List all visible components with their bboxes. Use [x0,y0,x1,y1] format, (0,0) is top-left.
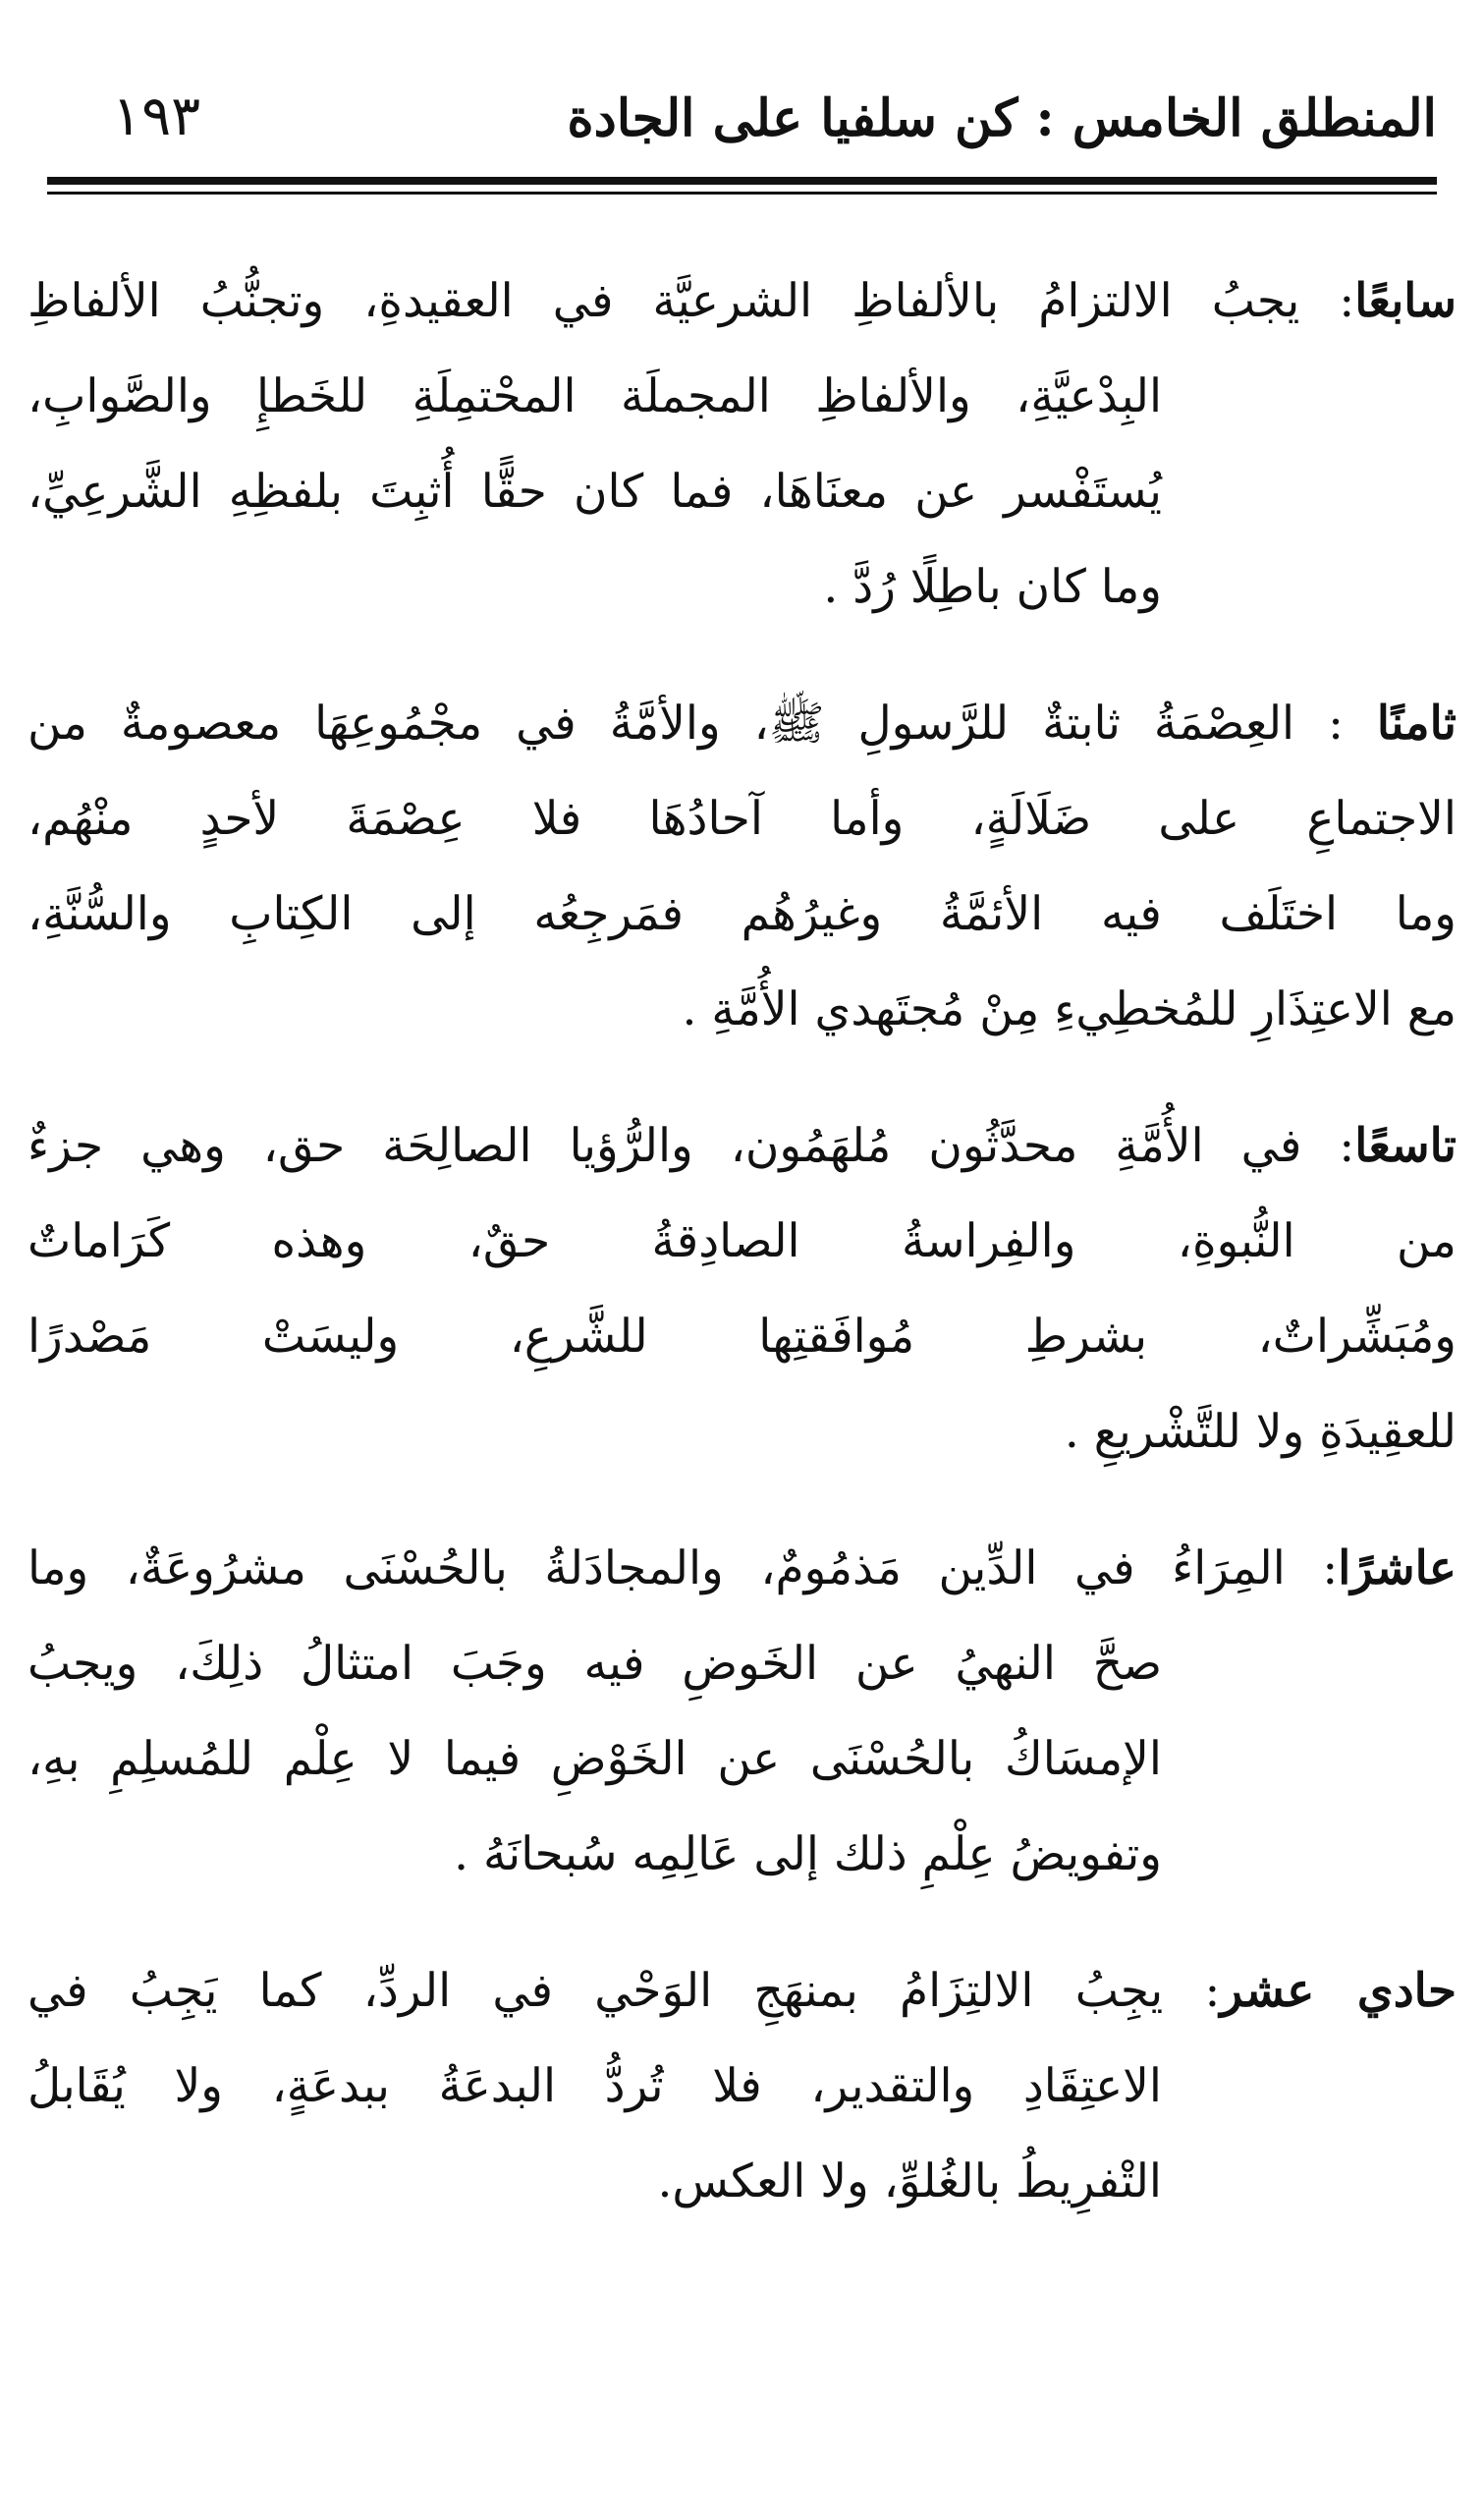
point-text: يجِبُ الالتِزَامُ بمنهَجِ الوَحْي في الردِّ، كما يَجِبُ في [27,1964,1164,2018]
point-line: من النُّبوةِ، والفِراسةُ الصادِقةُ حقٌ، وهذه كَرَاماتٌ [27,1214,1457,1268]
running-title: المنطلق الخامس : كن سلفيا على الجادة [567,88,1437,148]
header-rule-thin [47,192,1437,195]
point-label: سابعًا [1354,274,1457,328]
point-line: الاجتماعِ على ضَلَالَةٍ، وأما آحادُهَا فلا عِصْمَةَ لأحدٍ منْهُم، [27,792,1457,846]
point-first-line [27,1098,1457,1194]
header-rule-thick [47,177,1437,185]
point-ninth [27,1098,1457,1480]
point-line: مع الاعتِذَارِ للمُخطِيءِ مِنْ مُجتَهدي الأُمَّةِ . [682,982,1457,1036]
point-separator: : [1328,697,1344,751]
point-line: الاعتِقَادِ والتقدير، فلا تُردُّ البدعَةُ ببدعَةٍ، ولا يُقَابلُ [27,2059,1162,2113]
point-line: وتفويضُ عِلْمِ ذلك إلى عَالِمِه سُبحانَهُ . [454,1827,1162,1881]
point-text: يجبُ الالتزامُ بالألفاظِ الشرعيَّة في العقيدةِ، وتجنُّبُ الألفاظِ [27,274,1300,328]
point-label: ثامنًا [1376,697,1457,751]
point-label: تاسعًا [1354,1119,1457,1173]
point-first-line [27,253,1457,349]
point-tenth [27,1521,1457,1902]
point-first-line [27,1521,1457,1616]
point-first-line [27,1943,1457,2039]
point-line: صحَّ النهيُ عن الخَوضِ فيه وجَبَ امتثالُ ذلِكَ، ويجبُ [27,1637,1162,1691]
point-first-line [27,676,1457,771]
page-header [47,77,1437,165]
point-line: وما اختَلَف فيه الأئمَّةُ وغيرُهُم فمَرجِعُه إلى الكِتابِ والسُّنَّةِ، [27,887,1457,941]
point-separator: : [1339,274,1355,328]
point-text: في الأُمَّةِ محدَّثُون مُلهَمُون، والرُّؤيا الصالِحَة حق، وهي جزءٌ [27,1119,1302,1173]
point-line: ومُبَشِّراتٌ، بشرطِ مُوافَقتِها للشَّرعِ، وليسَتْ مَصْدرًا [27,1310,1457,1364]
page-number: ١٩٣ [112,84,201,148]
point-line: وما كان باطِلًا رُدَّ . [823,560,1162,614]
point-label: عاشرًا [1338,1541,1457,1595]
point-line: يُستَفْسر عن معنَاهَا، فما كان حقًّا أُثبِتَ بلفظِهِ الشَّرعِيِّ، [27,465,1162,519]
point-seventh [27,253,1457,635]
point-separator: : [1204,1964,1221,2018]
body-text [27,253,1457,2270]
point-text: المِرَاءُ في الدِّين مَذمُومٌ، والمجادَلةُ بالحُسْنَى مشرُوعَةٌ، وما [27,1541,1286,1595]
point-line: التْفرِيطُ بالغُلوِّ، ولا العكس. [657,2154,1162,2208]
point-separator: : [1339,1119,1355,1173]
point-eleventh [27,1943,1457,2229]
point-line: الإمسَاكُ بالحُسْنَى عن الخَوْضِ فيما لا عِلْم للمُسلِمِ بهِ، [27,1732,1162,1786]
point-text: العِصْمَةُ ثابتةٌ للرَّسولِ ﷺ، والأمَّةُ في مجْمُوعِهَا معصومةٌ من [27,697,1295,751]
point-line: البِدْعيَّةِ، والألفاظِ المجملَة المحْتمِلَةِ للخَطإِ والصَّوابِ، [27,369,1162,423]
point-eighth [27,676,1457,1057]
point-separator: : [1322,1541,1339,1595]
point-line: للعقِيدَةِ ولا للتَّشْريعِ . [1064,1405,1457,1459]
point-label: حادي عشر [1220,1964,1457,2018]
